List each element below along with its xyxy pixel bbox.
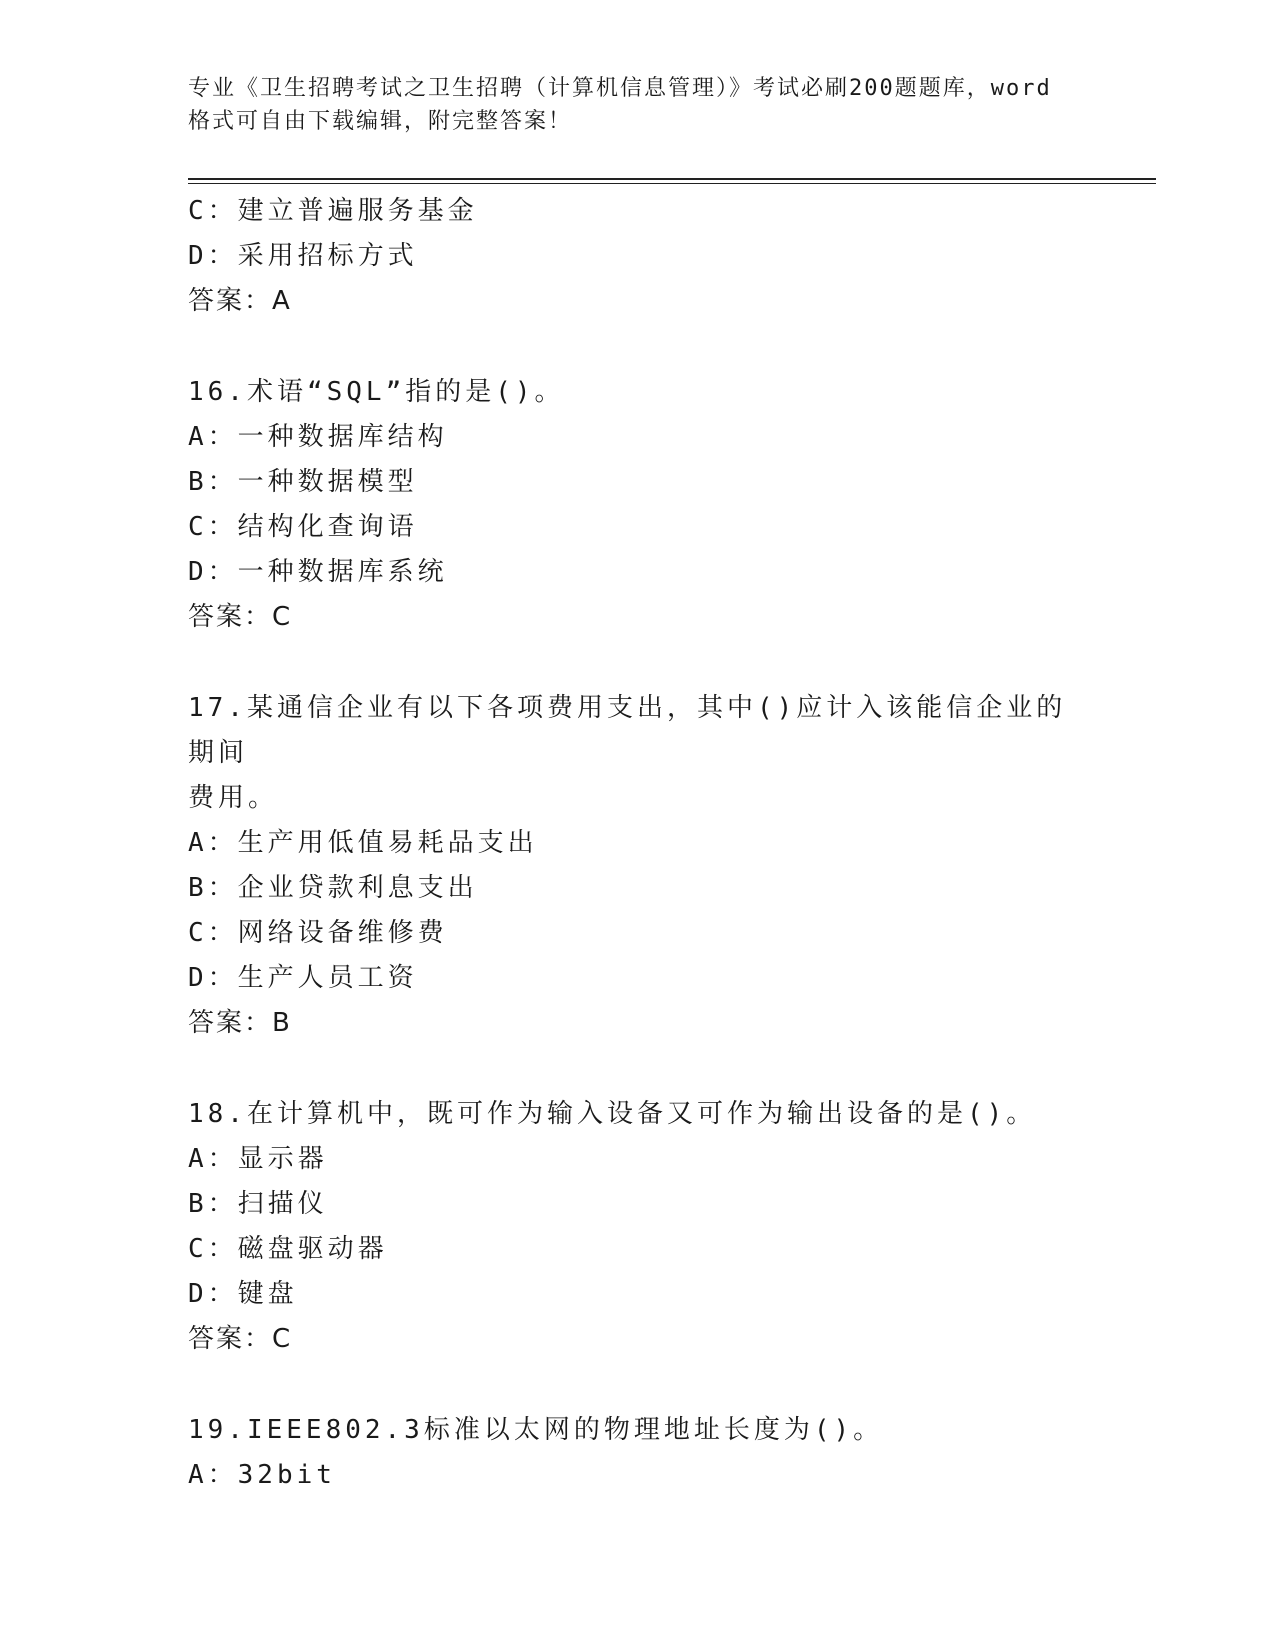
option-b: B：企业贷款利息支出	[188, 873, 478, 903]
option-d: D：生产人员工资	[188, 963, 418, 993]
question-19	[188, 1408, 1088, 1498]
option-d: D：键盘	[188, 1279, 298, 1309]
question-16	[188, 370, 1088, 640]
option-d: D：采用招标方式	[188, 241, 418, 271]
question-stem: 16.术语“SQL”指的是()。	[188, 377, 565, 407]
question-15-continuation	[188, 189, 1088, 324]
answer-line: 答案：C	[188, 1324, 293, 1354]
question-list	[188, 189, 1088, 1498]
option-a: A：生产用低值易耗品支出	[188, 828, 538, 858]
option-c: C：网络设备维修费	[188, 918, 448, 948]
option-c: C：磁盘驱动器	[188, 1234, 388, 1264]
header-divider-thin	[188, 183, 1156, 184]
answer-line: 答案：B	[188, 1008, 292, 1038]
option-b: B：扫描仪	[188, 1189, 328, 1219]
option-a: A：一种数据库结构	[188, 422, 448, 452]
question-stem: 19.IEEE802.3标准以太网的物理地址长度为()。	[188, 1415, 884, 1445]
header-divider-thick	[188, 178, 1156, 180]
spacer	[188, 324, 1088, 370]
question-18	[188, 1092, 1088, 1362]
option-a: A：显示器	[188, 1144, 328, 1174]
header-line-1: 专业《卫生招聘考试之卫生招聘（计算机信息管理）》考试必刷200题题库，word	[188, 76, 1052, 101]
question-17	[188, 686, 1088, 1046]
answer-line: 答案：C	[188, 602, 293, 632]
option-a: A：32bit	[188, 1460, 336, 1490]
answer-line: 答案：A	[188, 286, 292, 316]
spacer	[188, 1046, 1088, 1092]
document-header	[188, 72, 1088, 138]
option-d: D：一种数据库系统	[188, 557, 448, 587]
spacer	[188, 1362, 1088, 1408]
question-stem: 18.在计算机中，既可作为输入设备又可作为输出设备的是()。	[188, 1099, 1037, 1129]
question-stem-line-2: 费用。	[188, 783, 279, 813]
option-b: B：一种数据模型	[188, 467, 418, 497]
option-c: C：建立普遍服务基金	[188, 196, 478, 226]
option-c: C：结构化查询语	[188, 512, 418, 542]
header-line-2: 格式可自由下载编辑，附完整答案！	[188, 109, 573, 134]
spacer	[188, 640, 1088, 686]
question-stem-line-1: 17.某通信企业有以下各项费用支出，其中()应计入该能信企业的期间	[188, 693, 1067, 768]
